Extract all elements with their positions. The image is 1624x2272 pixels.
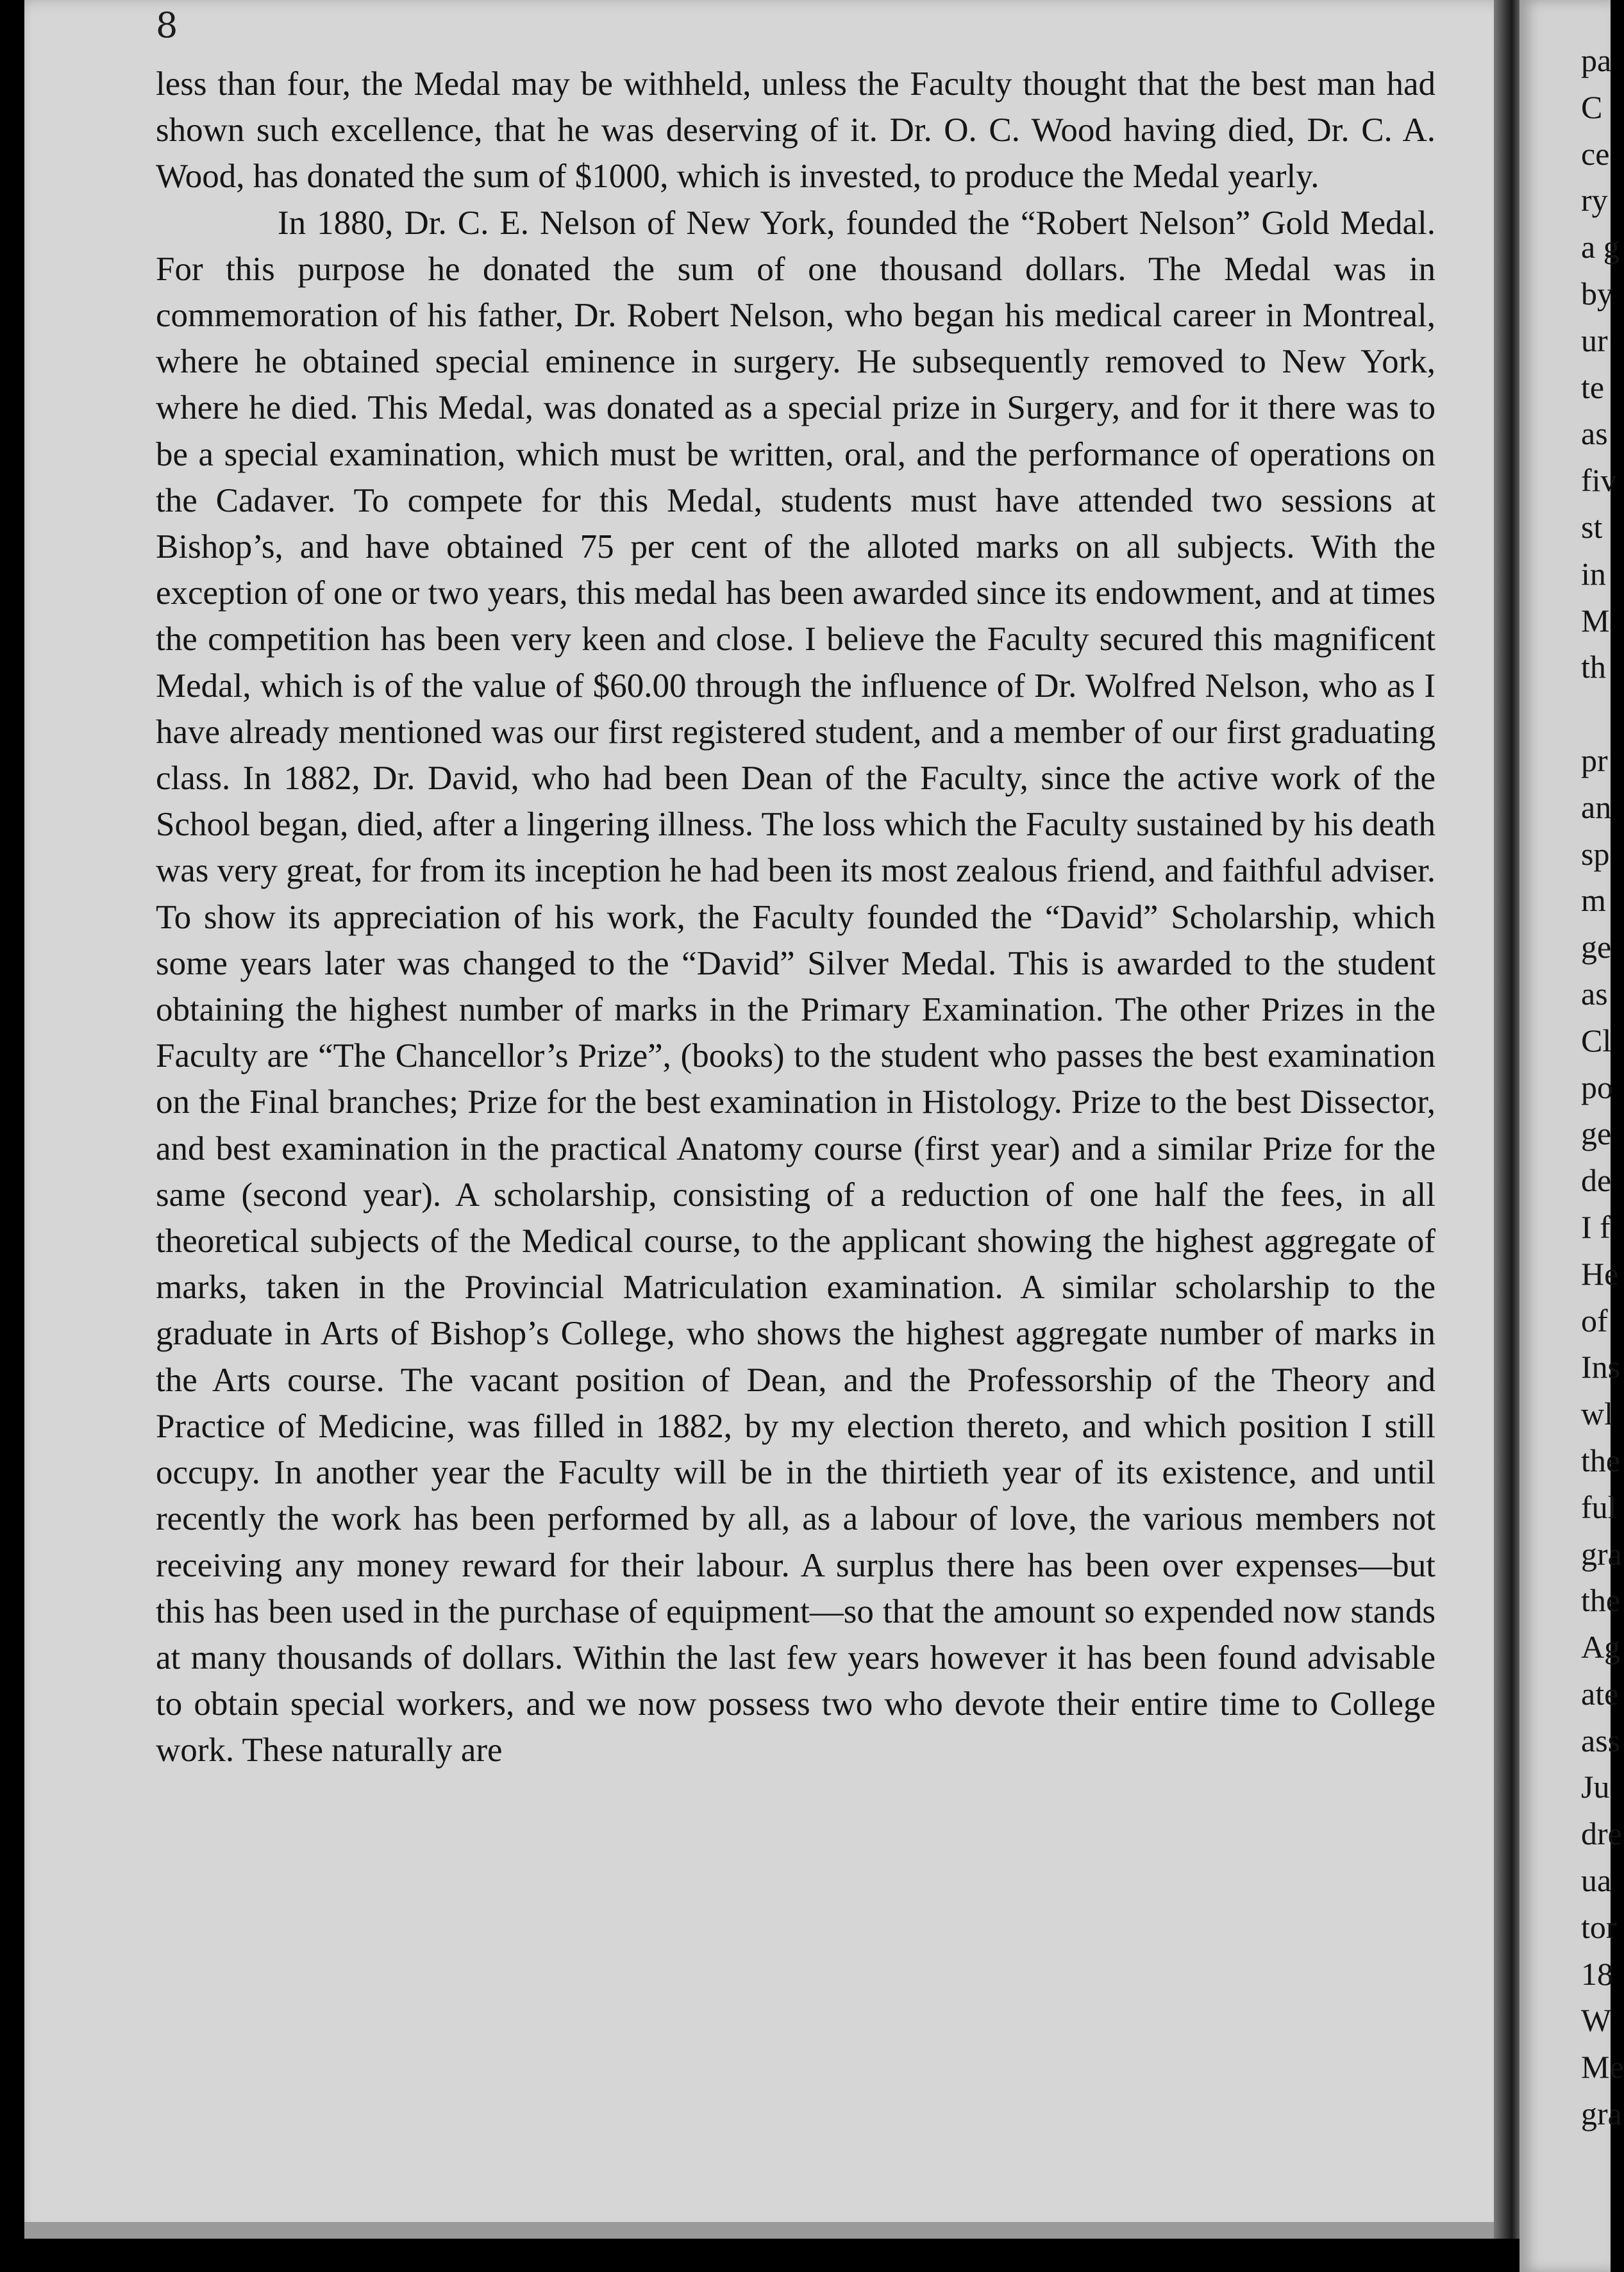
fragment-line: gra <box>1581 2096 1622 2132</box>
fragment-line: tor <box>1581 1909 1617 1945</box>
paragraph-continuation: less than four, the Medal may be withheld, unless the Faculty thought that the best man had shown such excellence, that he was deserving of it. Dr. O. C. Wood having died, Dr. C. A. Wood, has donated the sum of $1000, which is invested, to produce the Medal yearly. <box>156 65 1436 196</box>
fragment-line: of <box>1581 1302 1608 1339</box>
fragment-line: ry <box>1581 182 1608 219</box>
adjacent-page-text-fragments <box>1581 37 1624 2137</box>
fragment-line: po <box>1581 1069 1613 1105</box>
fragment-line: st <box>1581 508 1603 545</box>
fragment-line: Ins <box>1581 1349 1621 1385</box>
fragment-gap <box>1581 690 1624 737</box>
fragment-line: wl <box>1581 1396 1613 1432</box>
fragment-line: He <box>1581 1255 1619 1292</box>
fragment-line: ass <box>1581 1722 1621 1758</box>
fragment-line: fiv <box>1581 462 1617 499</box>
fragment-line: dre <box>1581 1816 1622 1852</box>
book-gutter <box>1494 0 1519 2239</box>
fragment-line: pa <box>1581 42 1612 78</box>
fragment-line: ful <box>1581 1489 1617 1525</box>
fragment-line: ge <box>1581 1115 1612 1152</box>
fragment-line: ur <box>1581 322 1608 358</box>
fragment-line: I f <box>1581 1208 1611 1245</box>
fragment-line: ce <box>1581 135 1610 172</box>
fragment-line: a g <box>1581 229 1620 265</box>
body-text <box>156 61 1436 1774</box>
fragment-line: W <box>1581 2002 1612 2039</box>
fragment-line: th <box>1581 649 1606 685</box>
fragment-line: Me <box>1581 2049 1624 2085</box>
fragment-line: sp <box>1581 835 1610 872</box>
fragment-line: an <box>1581 789 1612 825</box>
fragment-line: the <box>1581 1442 1621 1478</box>
fragment-line: as <box>1581 415 1608 452</box>
left-page <box>24 0 1518 2239</box>
fragment-line: Ag <box>1581 1629 1621 1666</box>
fragment-line: de <box>1581 1162 1612 1199</box>
fragment-line: by <box>1581 275 1613 312</box>
fragment-line: Ju <box>1581 1769 1610 1805</box>
fragment-line: as <box>1581 975 1608 1012</box>
fragment-line: C <box>1581 88 1603 125</box>
fragment-line: in <box>1581 555 1606 592</box>
fragment-line: M <box>1581 602 1610 639</box>
fragment-line: ate <box>1581 1675 1619 1712</box>
fragment-line: the <box>1581 1582 1621 1619</box>
fragment-line: Cl <box>1581 1022 1612 1058</box>
paragraph-nelson-medal: In 1880, Dr. C. E. Nelson of New York, founded the “Robert Nelson” Gold Medal. For this purpose he donated the sum of one thousand dollars. The Medal was in commemoration of his father, Dr. Robert Nelson, who began his medical career in Montreal, where he obtained special eminence in surgery. He subsequently removed to New York, where he died. This Medal, was donated as a special prize in Surgery, and for it there was to be a special examination, which must be written, oral, and the performance of operations on the Cadaver. To compete for this Medal, students must have attended two sessions at Bishop’s, and have obtained 75 per cent of the alloted marks on all subjects. With the exception of one or two years, this medal has been awarded since its endowment, and at times the competition has been very keen and close. I believe the Faculty secured this magnificent Medal, which is of the value of $60.00 through the influence of Dr. Wolfred Nelson, who as I have already mentioned was our first registered student, and a member of our first graduating class. In 1882, Dr. David, who had been Dean of the Faculty, since the active work of the School began, died, after a lingering illness. The loss which the Faculty sustained by his death was very great, for from its inception he had been its most zealous friend, and faithful adviser. To show its appreciation of his work, the Faculty founded the “David” Scholarship, which some years later was changed to the “David” Silver Medal. This is awarded to the student obtaining the highest number of marks in the Primary Examination. The other Prizes in the Faculty are “The Chancellor’s Prize”, (books) to the student who passes the best examination on the Final branches; Prize for the best examination in Histology. Prize to the best Dissector, and best examination in the practical Anatomy course (first year) and a similar Prize for the same (second year). A scholarship, consisting of a reduction of one half the fees, in all theoretical subjects of the Medical course, to the applicant showing the highest aggregate of marks, taken in the Provincial Matriculation examination. A similar scholarship to the graduate in Arts of Bishop’s College, who shows the highest aggregate number of marks in the Arts course. The vacant position of Dean, and the Professorship of the Theory and Practice of Medicine, was filled in 1882, by my election thereto, and which position I still occupy. In another year the Faculty will be in the thirtieth year of its existence, and until recently the work has been performed by all, as a labour of love, the various members not receiving any money reward for their labour. A surplus there has been over expenses—but this has been used in the purchase of equipment—so that the amount so expended now stands at many thousands of dollars. Within the last few years however it has been found advisable to obtain special workers, and we now possess two who devote their entire time to College work. These naturally are <box>156 204 1436 1769</box>
fragment-line: gra <box>1581 1535 1622 1572</box>
page-number: 8 <box>156 5 178 46</box>
fragment-line: pr <box>1581 742 1608 778</box>
fragment-line: ge <box>1581 929 1612 965</box>
fragment-line: ua <box>1581 1862 1612 1899</box>
fragment-line: te <box>1581 369 1605 405</box>
fragment-line: 18 <box>1581 1955 1613 1992</box>
fragment-line: m <box>1581 882 1606 919</box>
